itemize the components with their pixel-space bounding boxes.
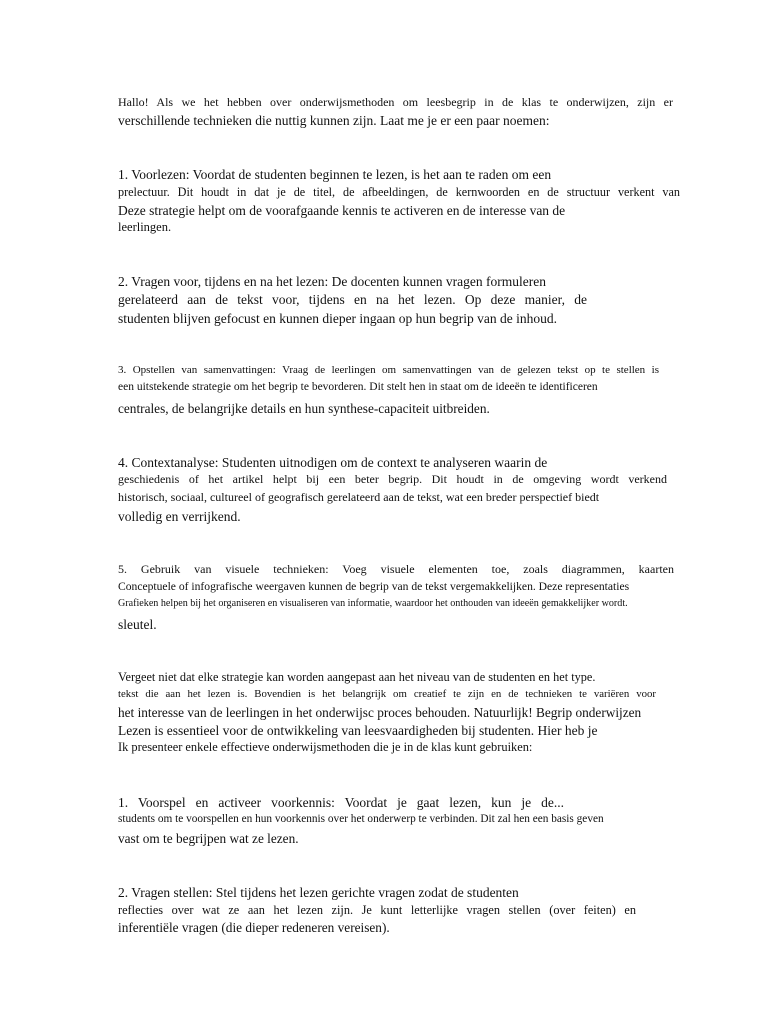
method-2-line-3: inferentiële vragen (die dieper redeneren vereisen). bbox=[118, 920, 390, 935]
item-1-line-3: Deze strategie helpt om de voorafgaande kennis te activeren en de interesse van de bbox=[118, 203, 566, 218]
item-3-line-3: centrales, de belangrijke details en hun synthese-capaciteit uitbreiden. bbox=[118, 401, 490, 416]
item-2-line-2: gerelateerd aan de tekst voor, tijdens en na het lezen. Op deze manier, de bbox=[118, 292, 587, 307]
closing-line-4: Lezen is essentieel voor de ontwikkeling van leesvaardigheden bij studenten. Hier heb je bbox=[118, 723, 598, 738]
item-5-line-1: 5. Gebruik van visuele technieken: Voeg visuele elementen toe, zoals diagrammen, kaarten bbox=[118, 562, 674, 576]
closing-line-3: het interesse van de leerlingen in het onderwijsc proces behouden. Natuurlijk! Begrip onderwijzen bbox=[118, 705, 642, 720]
item-1-line-4: leerlingen. bbox=[118, 220, 172, 234]
item-4-line-1: 4. Contextanalyse: Studenten uitnodigen om de context te analyseren waarin de bbox=[118, 455, 548, 470]
item-5-line-2: Conceptuele of infografische weergaven kunnen de begrip van de tekst vergemakkelijken. Deze representaties bbox=[118, 580, 630, 593]
item-4-line-3: historisch, sociaal, cultureel of geografisch gerelateerd aan de tekst, wat een breder perspectief biedt bbox=[118, 490, 600, 504]
closing-line-2: tekst die aan het lezen is. Bovendien is het belangrijk om creatief te zijn en de technieken te variëren voor bbox=[118, 688, 656, 700]
method-1-line-3: vast om te begrijpen wat ze lezen. bbox=[118, 831, 299, 846]
method-1-line-2: students om te voorspellen en hun voorkennis over het onderwerp te verbinden. Dit zal hen een basis geven bbox=[118, 813, 604, 825]
item-2-line-1: 2. Vragen voor, tijdens en na het lezen: De docenten kunnen vragen formuleren bbox=[118, 274, 546, 289]
item-4-line-4: volledig en verrijkend. bbox=[118, 509, 241, 524]
method-2-line-2: reflecties over wat ze aan het lezen zijn. Je kunt letterlijke vragen stellen (over feiten) en bbox=[118, 903, 636, 917]
item-4-line-2: geschiedenis of het artikel helpt bij een beter begrip. Dit houdt in de omgeving wordt verkend bbox=[118, 472, 667, 486]
closing-line-1: Vergeet niet dat elke strategie kan worden aangepast aan het niveau van de studenten en het type. bbox=[118, 670, 596, 684]
item-1-line-1: 1. Voorlezen: Voordat de studenten beginnen te lezen, is het aan te raden om een bbox=[118, 167, 552, 182]
intro-line-2: verschillende technieken die nuttig kunnen zijn. Laat me je er een paar noemen: bbox=[118, 113, 550, 128]
method-1-line-1: 1. Voorspel en activeer voorkennis: Voordat je gaat lezen, kun je de... bbox=[118, 795, 564, 810]
item-1-line-2: prelectuur. Dit houdt in dat je de titel, de afbeeldingen, de kernwoorden en de structuur verkent van bbox=[118, 185, 680, 199]
item-2-line-3: studenten blijven gefocust en kunnen dieper ingaan op hun begrip van de inhoud. bbox=[118, 311, 558, 326]
item-3-line-2: een uitstekende strategie om het begrip te bevorderen. Dit stelt hen in staat om de ideeën te identificeren bbox=[118, 381, 598, 393]
closing-line-5: Ik presenteer enkele effectieve onderwijsmethoden die je in de klas kunt gebruiken: bbox=[118, 740, 533, 754]
item-5-line-4: sleutel. bbox=[118, 617, 157, 632]
item-3-line-1: 3. Opstellen van samenvattingen: Vraag de leerlingen om samenvattingen van de gelezen tekst op te stellen is bbox=[118, 364, 659, 376]
item-5-line-3: Grafieken helpen bij het organiseren en visualiseren van informatie, waardoor het onthouden van ideeën gemakkelijker wordt. bbox=[118, 598, 628, 609]
intro-line-1: Hallo! Als we het hebben over onderwijsmethoden om leesbegrip in de klas te onderwijzen, zijn er bbox=[118, 95, 673, 109]
method-2-line-1: 2. Vragen stellen: Stel tijdens het lezen gerichte vragen zodat de studenten bbox=[118, 885, 519, 900]
